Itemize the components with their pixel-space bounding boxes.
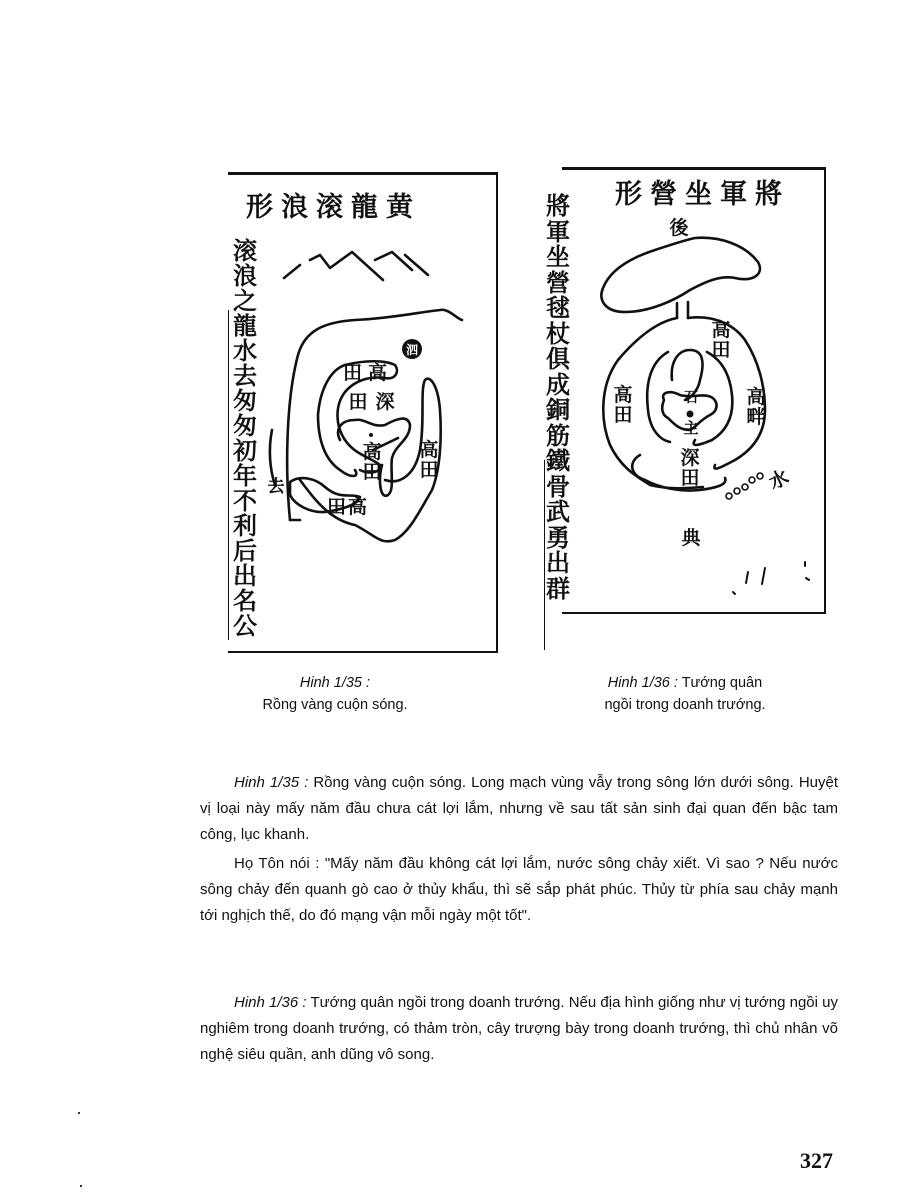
- scan-speck: [80, 1185, 82, 1187]
- figure-1-36-label-top-high-field: 高田: [711, 319, 731, 361]
- scan-speck: [78, 1112, 80, 1114]
- figure-1-36-label-center-master: 主: [683, 419, 699, 437]
- figure-1-36-label-center-stone: 石: [684, 390, 698, 406]
- figure-1-36-label-left-high-field: 高田: [613, 384, 633, 426]
- paragraph-3-text: Tướng quân ngồi trong doanh trướng. Nếu địa hình giống như vị tướng ngồi uy nghiêm trong doanh trướng, có thảm tròn, cây trượng bày trong doanh trướng, thì chủ nhân võ nghệ siêu quần, anh dũng vô song.: [200, 994, 838, 1063]
- figure-1-35-label-center-high-field: 高田: [362, 441, 382, 483]
- figure-1-36-caption-label: Hinh 1/36 :: [607, 675, 678, 691]
- paragraph-1-text: Rồng vàng cuộn sóng. Long mạch vùng vẫy trong sông lớn dưới sông. Huyệt vị loại này mấy năm đầu chưa cát lợi lắm, nhưng về sau tất sản sinh đại quan đến bậc tam công, lục khanh.: [200, 774, 839, 843]
- body-paragraph-2: [200, 851, 838, 929]
- paragraph-2-text: Họ Tôn nói : "Mấy năm đầu không cát lợi lắm, nước sông chảy xiết. Vì sao ? Nếu nước sông chảy đến quanh gò cao ở thủy khẩu, thì sẽ sắp phát phúc. Thủy từ phía sau chảy mạnh tới nghịch thế, do đó mạng vận mỗi ngày một tốt".: [200, 855, 838, 924]
- figure-1-35-label-bottom-field-high: 田高: [326, 496, 369, 518]
- page-number: 327: [800, 1148, 833, 1173]
- label-high: 高: [368, 362, 390, 384]
- figure-1-36-label-deep-field: 深田: [680, 447, 700, 489]
- figure-1-35-label-deep: 深: [375, 391, 395, 413]
- body-paragraph-3: [200, 990, 838, 1068]
- figure-1-36-caption: [565, 672, 805, 716]
- figure-1-36-label-water: 水: [765, 466, 793, 494]
- figure-1-36-label-right-high-ridge: 高畔: [746, 386, 766, 428]
- figure-1-36-caption-text-line1: Tướng quân: [681, 675, 763, 691]
- figure-1-36-caption-text-line2: ngồi trong doanh trướng.: [604, 697, 766, 713]
- figure-1-35-title: 形浪滚龍黄: [246, 192, 421, 223]
- body-paragraph-1: [200, 770, 838, 848]
- figure-1-35-label-right-high-field: 高田: [419, 439, 439, 481]
- label-field: 田: [343, 362, 365, 384]
- figure-1-35-label-go: 去: [267, 477, 285, 497]
- figure-1-35-side-text: 滚浪之龍水去匆匆初年不利后出名公: [233, 236, 257, 640]
- figure-1-36-label-bottom-mark: 典: [681, 527, 701, 549]
- figure-1-35-caption-label: Hinh 1/35 :: [299, 675, 371, 691]
- figure-1-35-caption: [250, 672, 420, 716]
- figure-1-35-seal-mark: 泗: [405, 343, 418, 357]
- figure-1-36-label-back: 後: [669, 217, 689, 239]
- paragraph-3-figure-ref: Hinh 1/36 :: [234, 994, 307, 1011]
- paragraph-1-figure-ref: Hinh 1/35 :: [234, 774, 309, 791]
- figure-1-36-title: 形營坐軍將: [615, 179, 790, 210]
- figure-1-36-side-text: 將軍坐營毬杖俱成銅筋鐵骨武勇出群: [546, 191, 570, 603]
- figure-1-35-caption-text: Rồng vàng cuộn sóng.: [262, 697, 408, 713]
- figure-1-35-label-field: 田: [348, 391, 368, 413]
